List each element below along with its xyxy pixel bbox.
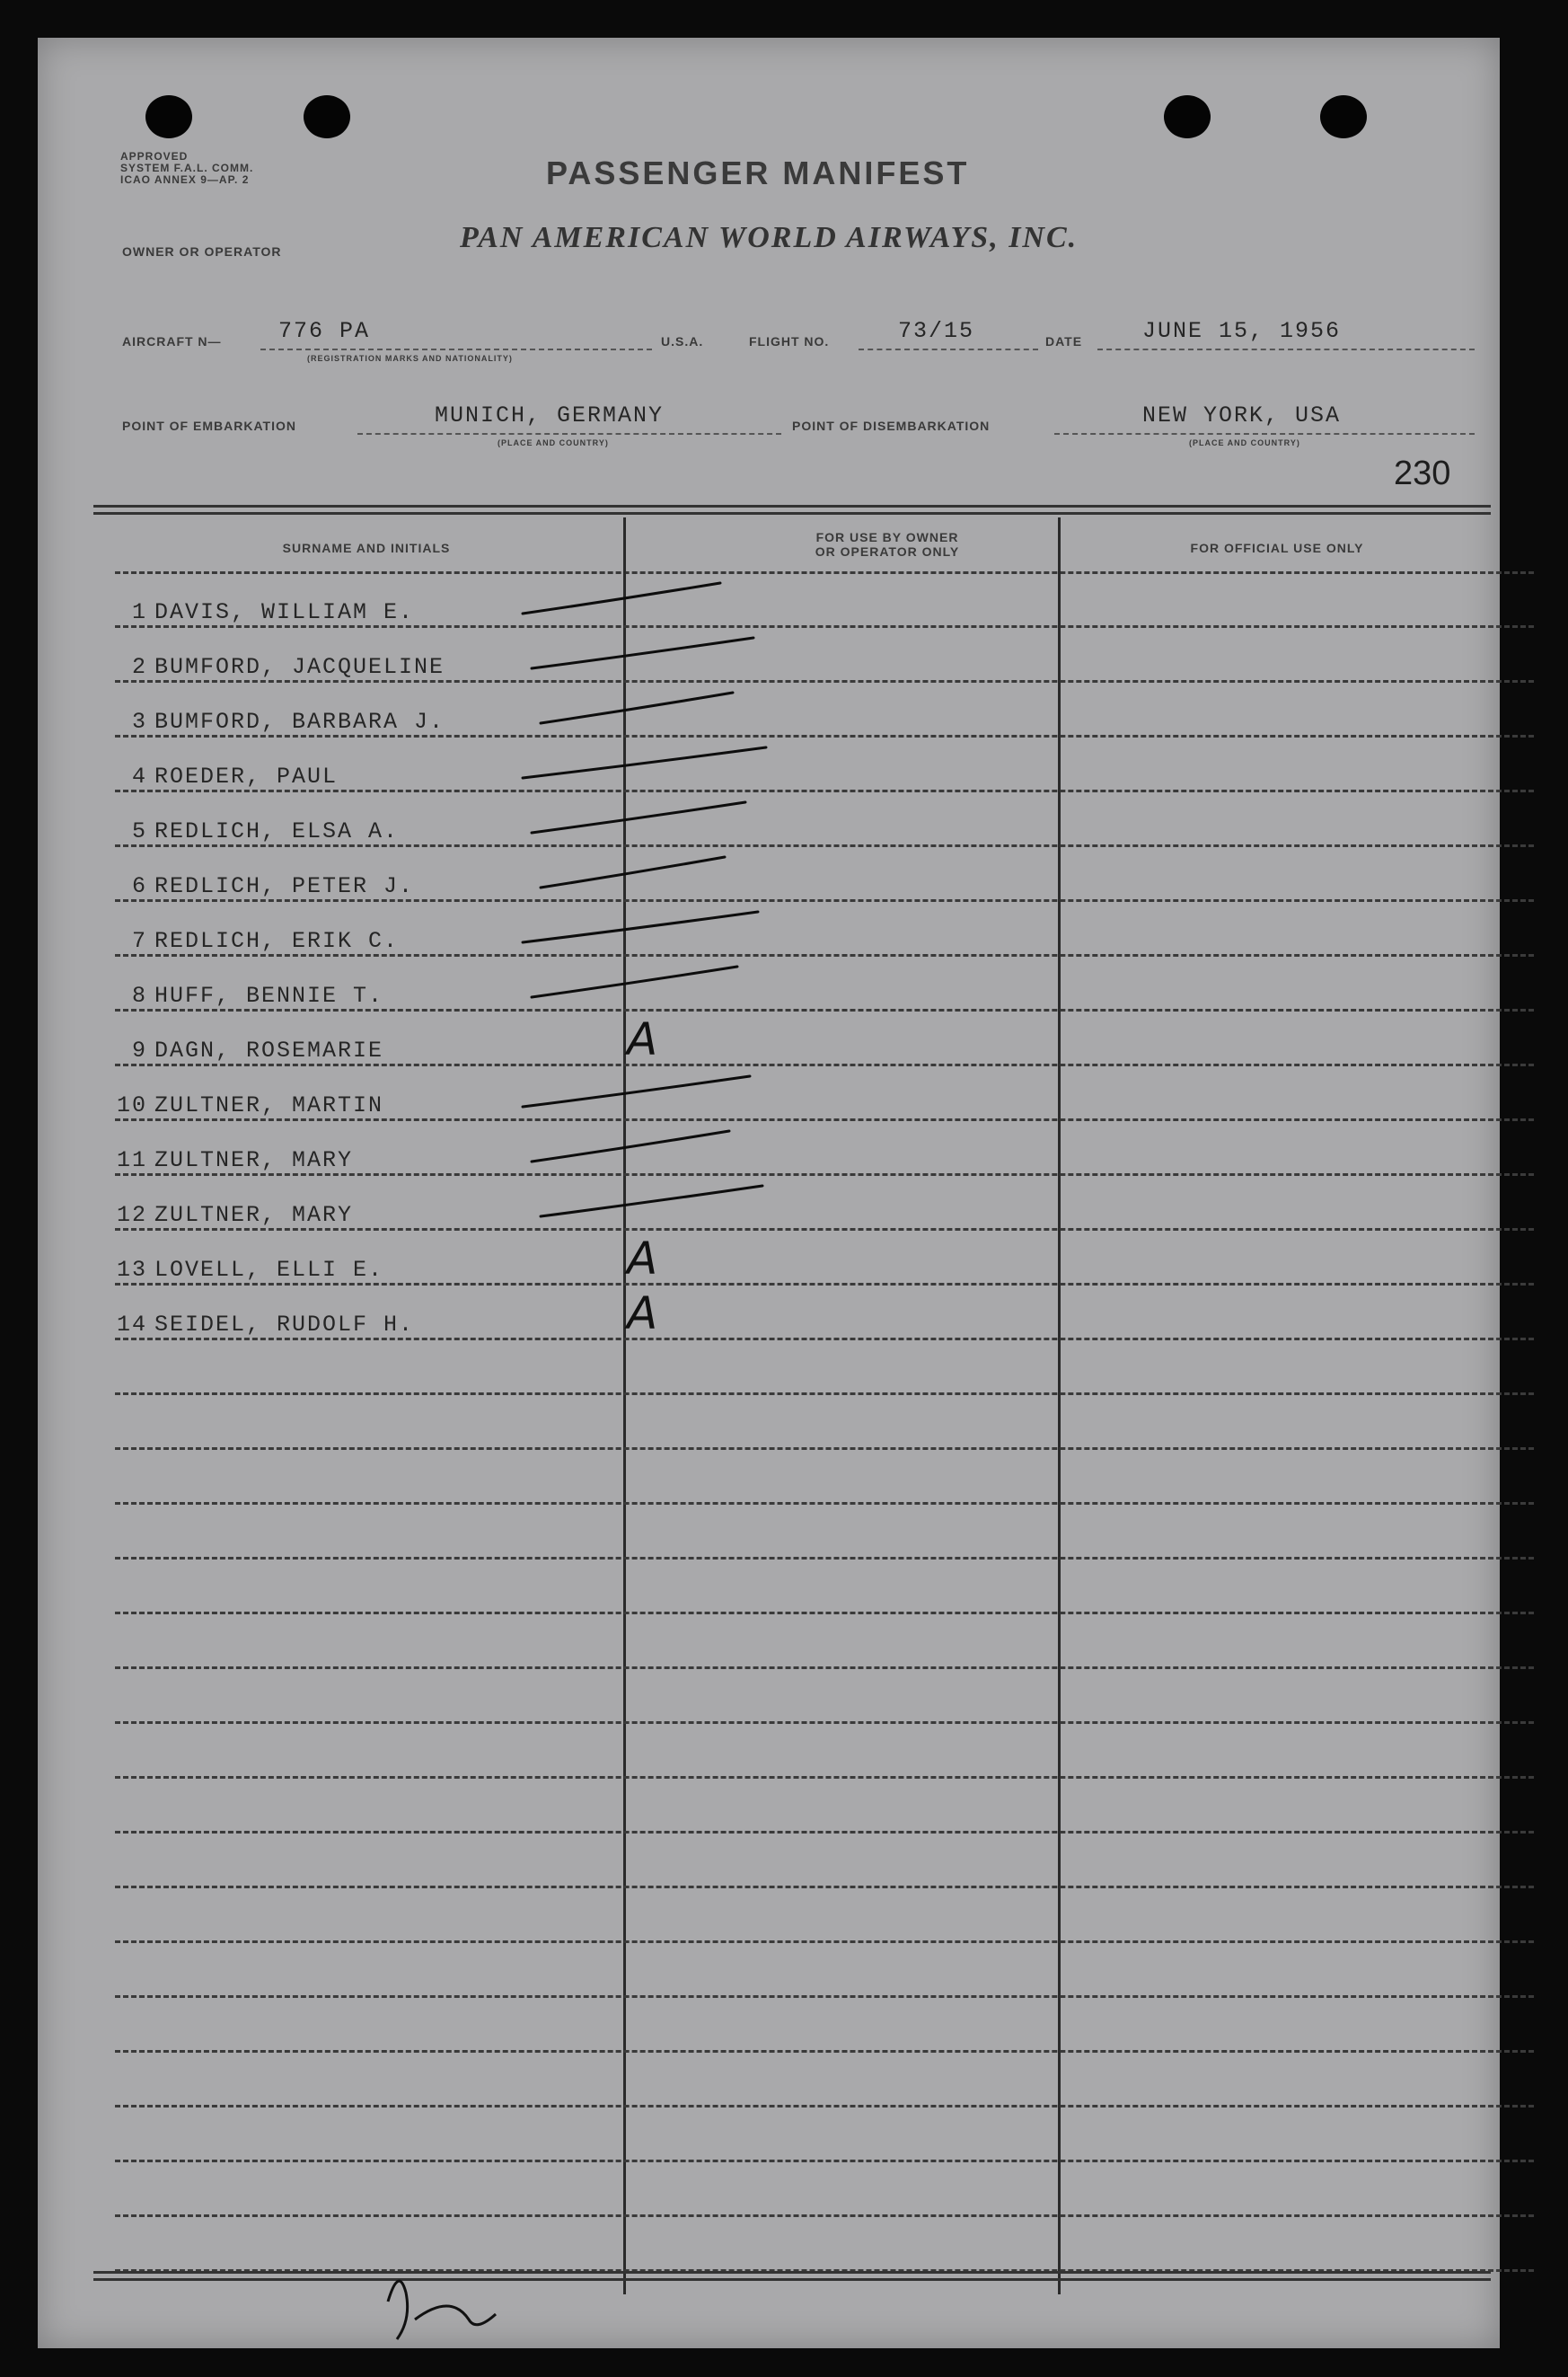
- check-tick: [541, 693, 733, 723]
- passenger-number: 4: [131, 764, 147, 790]
- handwritten-mark: A: [627, 1013, 658, 1065]
- passenger-number: 3: [131, 709, 147, 735]
- aircraft-label: AIRCRAFT N—: [122, 334, 222, 349]
- usa-label: U.S.A.: [661, 334, 704, 349]
- passenger-number: 12: [116, 1202, 147, 1228]
- disembark-label: POINT OF DISEMBARKATION: [792, 419, 991, 433]
- check-tick: [523, 583, 720, 614]
- passenger-name: LOVELL, ELLI E.: [154, 1257, 384, 1283]
- col-surname: SURNAME AND INITIALS: [282, 541, 451, 555]
- registration-caption: (REGISTRATION MARKS AND NATIONALITY): [307, 354, 513, 363]
- passenger-number: 7: [131, 928, 147, 954]
- date-label: DATE: [1045, 334, 1083, 349]
- flight-label: FLIGHT NO.: [749, 334, 830, 349]
- manifest-sheet: [38, 38, 1500, 2348]
- approval-line: APPROVED: [120, 150, 189, 163]
- form-title: PASSENGER MANIFEST: [546, 155, 970, 191]
- passenger-name: REDLICH, ELSA A.: [154, 818, 400, 844]
- passenger-number: 1: [131, 599, 147, 625]
- passenger-name: REDLICH, ERIK C.: [154, 928, 400, 954]
- passenger-name: BUMFORD, BARBARA J.: [154, 709, 445, 735]
- passenger-number: 10: [116, 1092, 147, 1118]
- passenger-number: 11: [116, 1147, 147, 1173]
- passenger-number: 9: [131, 1038, 147, 1064]
- page-number: 230: [1394, 455, 1451, 492]
- ink-marks: [38, 38, 1500, 2348]
- passenger-number: 13: [116, 1257, 147, 1283]
- embark-label: POINT OF EMBARKATION: [122, 419, 296, 433]
- passenger-number: 6: [131, 873, 147, 899]
- col-owner-use-line: OR OPERATOR ONLY: [815, 544, 960, 559]
- passenger-number: 8: [131, 983, 147, 1009]
- embark-caption: (PLACE AND COUNTRY): [498, 438, 609, 447]
- embark-value: MUNICH, GERMANY: [435, 402, 665, 429]
- approval-line: ICAO ANNEX 9—AP. 2: [120, 173, 250, 186]
- passenger-name: ZULTNER, MARTIN: [154, 1092, 384, 1118]
- check-tick: [523, 912, 758, 942]
- passenger-name: DAVIS, WILLIAM E.: [154, 599, 415, 625]
- passenger-name: ZULTNER, MARY: [154, 1202, 354, 1228]
- check-tick: [532, 638, 753, 668]
- disembark-caption: (PLACE AND COUNTRY): [1189, 438, 1300, 447]
- check-tick: [523, 1076, 750, 1107]
- signature-scribble: [388, 2281, 496, 2339]
- check-tick: [541, 857, 725, 888]
- col-owner-use-line: FOR USE BY OWNER: [815, 530, 959, 544]
- check-tick: [532, 1131, 729, 1162]
- passenger-name: SEIDEL, RUDOLF H.: [154, 1312, 415, 1338]
- check-tick: [541, 1186, 762, 1216]
- check-tick: [532, 967, 737, 997]
- passenger-name: DAGN, ROSEMARIE: [154, 1038, 384, 1064]
- passenger-number: 5: [131, 818, 147, 844]
- passenger-number: 14: [116, 1312, 147, 1338]
- approval-line: SYSTEM F.A.L. COMM.: [120, 162, 254, 174]
- owner-label: OWNER OR OPERATOR: [122, 244, 282, 259]
- passenger-name: ROEDER, PAUL: [154, 764, 339, 790]
- aircraft-value: 776 PA: [278, 318, 371, 344]
- passenger-name: HUFF, BENNIE T.: [154, 983, 384, 1009]
- col-official: FOR OFFICIAL USE ONLY: [1190, 541, 1364, 555]
- passenger-number: 2: [131, 654, 147, 680]
- check-tick: [523, 747, 766, 778]
- flight-value: 73/15: [898, 318, 975, 344]
- passenger-name: REDLICH, PETER J.: [154, 873, 415, 899]
- passenger-name: BUMFORD, JACQUELINE: [154, 654, 445, 680]
- handwritten-mark: A: [627, 1233, 658, 1285]
- passenger-name: ZULTNER, MARY: [154, 1147, 354, 1173]
- date-value: JUNE 15, 1956: [1142, 318, 1342, 344]
- handwritten-mark: A: [627, 1287, 658, 1339]
- disembark-value: NEW YORK, USA: [1142, 402, 1342, 429]
- check-tick: [532, 802, 745, 833]
- owner-value: PAN AMERICAN WORLD AIRWAYS, INC.: [460, 221, 1079, 254]
